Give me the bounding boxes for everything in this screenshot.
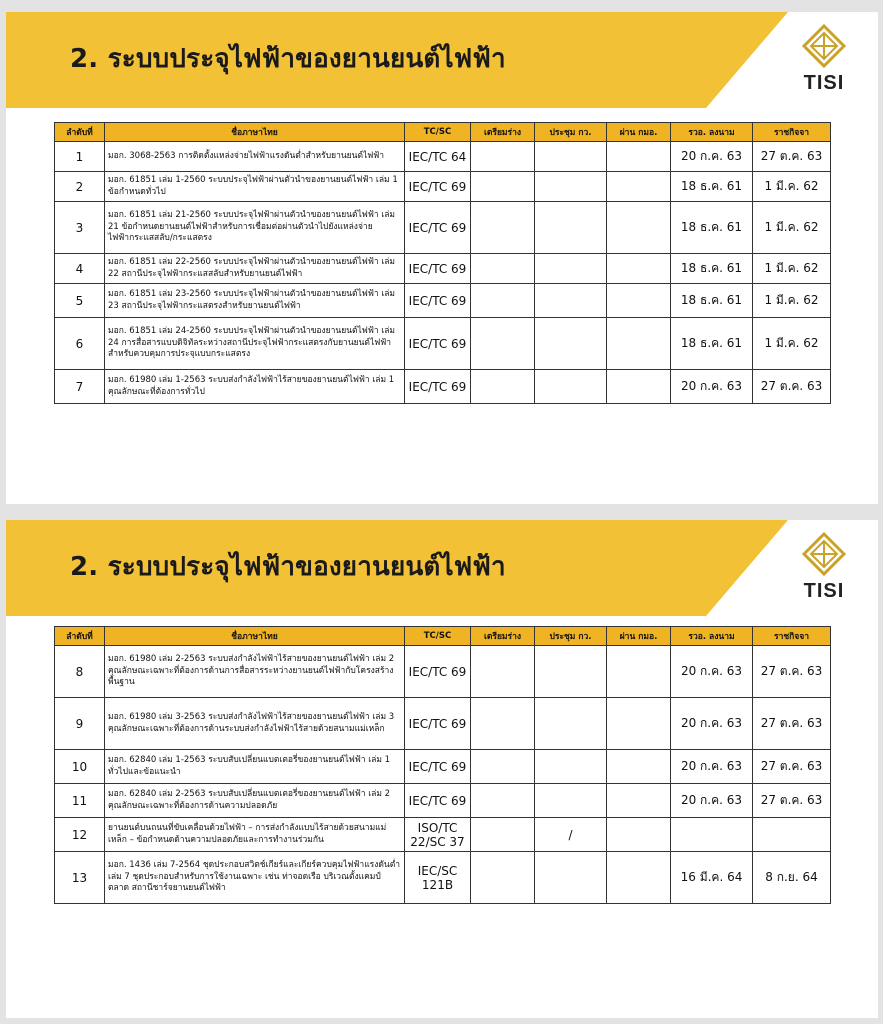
- cell-name: มอก. 3068-2563 การติดตั้งแหล่งจ่ายไฟฟ้าแรงดันต่ำสำหรับยานยนต์ไฟฟ้า: [105, 142, 405, 172]
- tisi-emblem-icon: [794, 24, 854, 70]
- cell-pass: [607, 646, 671, 698]
- cell-name: มอก. 61851 เล่ม 1-2560 ระบบประจุไฟฟ้าผ่านตัวนำของยานยนต์ไฟฟ้า เล่ม 1 ข้อกำหนดทั่วไป: [105, 172, 405, 202]
- cell-name: มอก. 62840 เล่ม 1-2563 ระบบสับเปลี่ยนแบตเตอรี่ของยานยนต์ไฟฟ้า เล่ม 1 ทั่วไปและข้อแนะนำ: [105, 750, 405, 784]
- cell-no: 12: [55, 818, 105, 852]
- table-row: [55, 202, 831, 254]
- standards-table: [54, 626, 831, 904]
- page-title: 2. ระบบประจุไฟฟ้าของยานยนต์ไฟฟ้า: [70, 44, 506, 74]
- cell-pass: [607, 370, 671, 404]
- table-row: [55, 698, 831, 750]
- cell-tc: IEC/TC 69: [405, 646, 471, 698]
- cell-prep: [471, 172, 535, 202]
- cell-sign: 18 ธ.ค. 61: [671, 318, 753, 370]
- cell-tc: IEC/TC 69: [405, 750, 471, 784]
- cell-gazette: 27 ต.ค. 63: [753, 646, 831, 698]
- tisi-logo-text: TISI: [803, 72, 845, 94]
- table-row: [55, 284, 831, 318]
- cell-meeting: [535, 646, 607, 698]
- cell-tc: IEC/TC 69: [405, 318, 471, 370]
- cell-sign: 20 ก.ค. 63: [671, 646, 753, 698]
- cell-name: มอก. 62840 เล่ม 2-2563 ระบบสับเปลี่ยนแบตเตอรี่ของยานยนต์ไฟฟ้า เล่ม 2 คุณลักษณะเฉพาะที่ต้องการด้านความปลอดภัย: [105, 784, 405, 818]
- cell-tc: IEC/TC 69: [405, 370, 471, 404]
- col-header-no: ลำดับที่: [55, 627, 105, 646]
- col-header-gazette: ราชกิจจา: [753, 123, 831, 142]
- cell-pass: [607, 750, 671, 784]
- col-header-sign: รวอ. ลงนาม: [671, 123, 753, 142]
- cell-gazette: 1 มี.ค. 62: [753, 254, 831, 284]
- cell-no: 3: [55, 202, 105, 254]
- table-header-row: [55, 123, 831, 142]
- cell-meeting: /: [535, 818, 607, 852]
- cell-gazette: 1 มี.ค. 62: [753, 318, 831, 370]
- table-row: [55, 142, 831, 172]
- cell-prep: [471, 818, 535, 852]
- cell-tc: IEC/TC 69: [405, 172, 471, 202]
- cell-gazette: [753, 818, 831, 852]
- cell-name: มอก. 61980 เล่ม 3-2563 ระบบส่งกำลังไฟฟ้าไร้สายของยานยนต์ไฟฟ้า เล่ม 3 คุณลักษณะเฉพาะที่ต้องการด้านระบบส่งกำลังไฟฟ้าไร้สายด้วยสนามแม่เหล็ก: [105, 698, 405, 750]
- cell-pass: [607, 784, 671, 818]
- col-header-no: ลำดับที่: [55, 123, 105, 142]
- cell-sign: 20 ก.ค. 63: [671, 784, 753, 818]
- cell-pass: [607, 202, 671, 254]
- tisi-emblem-icon: [794, 532, 854, 578]
- cell-meeting: [535, 698, 607, 750]
- cell-prep: [471, 202, 535, 254]
- cell-no: 10: [55, 750, 105, 784]
- cell-gazette: 1 มี.ค. 62: [753, 172, 831, 202]
- cell-name: มอก. 61851 เล่ม 23-2560 ระบบประจุไฟฟ้าผ่านตัวนำของยานยนต์ไฟฟ้า เล่ม 23 สถานีประจุไฟฟ้ากระแสตรงสำหรับยานยนต์ไฟฟ้า: [105, 284, 405, 318]
- cell-no: 13: [55, 852, 105, 904]
- cell-name: มอก. 61980 เล่ม 2-2563 ระบบส่งกำลังไฟฟ้าไร้สายของยานยนต์ไฟฟ้า เล่ม 2 คุณลักษณะเฉพาะที่ต้องการด้านการสื่อสารระหว่างยานยนต์ไฟฟ้ากับโครงสร้างพื้นฐาน: [105, 646, 405, 698]
- cell-prep: [471, 318, 535, 370]
- cell-prep: [471, 370, 535, 404]
- table-row: [55, 818, 831, 852]
- cell-tc: IEC/TC 69: [405, 254, 471, 284]
- cell-meeting: [535, 370, 607, 404]
- standards-table: [54, 122, 831, 404]
- table-row: [55, 852, 831, 904]
- cell-no: 5: [55, 284, 105, 318]
- cell-prep: [471, 784, 535, 818]
- cell-sign: [671, 818, 753, 852]
- cell-name: มอก. 61980 เล่ม 1-2563 ระบบส่งกำลังไฟฟ้าไร้สายของยานยนต์ไฟฟ้า เล่ม 1 คุณลักษณะที่ต้องการทั่วไป: [105, 370, 405, 404]
- col-header-sign: รวอ. ลงนาม: [671, 627, 753, 646]
- cell-sign: 18 ธ.ค. 61: [671, 172, 753, 202]
- cell-pass: [607, 318, 671, 370]
- cell-pass: [607, 698, 671, 750]
- col-header-prep: เตรียมร่าง: [471, 627, 535, 646]
- cell-name: มอก. 61851 เล่ม 22-2560 ระบบประจุไฟฟ้าผ่านตัวนำของยานยนต์ไฟฟ้า เล่ม 22 สถานีประจุไฟฟ้ากระแสสลับสำหรับยานยนต์ไฟฟ้า: [105, 254, 405, 284]
- cell-sign: 20 ก.ค. 63: [671, 750, 753, 784]
- cell-no: 11: [55, 784, 105, 818]
- cell-meeting: [535, 852, 607, 904]
- cell-sign: 18 ธ.ค. 61: [671, 202, 753, 254]
- cell-gazette: 27 ต.ค. 63: [753, 370, 831, 404]
- cell-pass: [607, 172, 671, 202]
- table-row: [55, 370, 831, 404]
- cell-prep: [471, 852, 535, 904]
- cell-prep: [471, 750, 535, 784]
- table-row: [55, 318, 831, 370]
- cell-meeting: [535, 202, 607, 254]
- cell-meeting: [535, 284, 607, 318]
- table-row: [55, 172, 831, 202]
- cell-name: มอก. 61851 เล่ม 21-2560 ระบบประจุไฟฟ้าผ่านตัวนำของยานยนต์ไฟฟ้า เล่ม 21 ข้อกำหนดยานยนต์ไฟฟ้าสำหรับการเชื่อมต่อผ่านตัวนำไปยังแหล่งจ่ายไฟฟ้ากระแสสลับ/กระแสตรง: [105, 202, 405, 254]
- cell-prep: [471, 254, 535, 284]
- title-banner: [6, 12, 878, 108]
- cell-gazette: 8 ก.ย. 64: [753, 852, 831, 904]
- cell-meeting: [535, 318, 607, 370]
- cell-sign: 16 มี.ค. 64: [671, 852, 753, 904]
- cell-no: 8: [55, 646, 105, 698]
- table-header-row: [55, 627, 831, 646]
- page-title: 2. ระบบประจุไฟฟ้าของยานยนต์ไฟฟ้า: [70, 552, 506, 582]
- cell-prep: [471, 646, 535, 698]
- col-header-name: ชื่อภาษาไทย: [105, 123, 405, 142]
- cell-pass: [607, 284, 671, 318]
- cell-pass: [607, 852, 671, 904]
- col-header-meeting: ประชุม กว.: [535, 123, 607, 142]
- cell-gazette: 1 มี.ค. 62: [753, 284, 831, 318]
- slide-1: [6, 12, 878, 504]
- cell-meeting: [535, 784, 607, 818]
- col-header-gazette: ราชกิจจา: [753, 627, 831, 646]
- cell-tc: IEC/TC 69: [405, 284, 471, 318]
- cell-gazette: 27 ต.ค. 63: [753, 142, 831, 172]
- cell-meeting: [535, 750, 607, 784]
- cell-tc: ISO/TC 22/SC 37: [405, 818, 471, 852]
- cell-gazette: 1 มี.ค. 62: [753, 202, 831, 254]
- cell-tc: IEC/TC 64: [405, 142, 471, 172]
- cell-sign: 20 ก.ค. 63: [671, 370, 753, 404]
- col-header-pass: ผ่าน กมอ.: [607, 627, 671, 646]
- table-row: [55, 784, 831, 818]
- cell-no: 1: [55, 142, 105, 172]
- tisi-logo: [794, 532, 854, 606]
- cell-tc: IEC/TC 69: [405, 784, 471, 818]
- col-header-prep: เตรียมร่าง: [471, 123, 535, 142]
- cell-no: 9: [55, 698, 105, 750]
- cell-name: มอก. 61851 เล่ม 24-2560 ระบบประจุไฟฟ้าผ่านตัวนำของยานยนต์ไฟฟ้า เล่ม 24 การสื่อสารแบบดิจิทัลระหว่างสถานีประจุไฟฟ้ากระแสตรงกับยานยนต์ไฟฟ้า สำหรับควบคุมการประจุแบบกระแสตรง: [105, 318, 405, 370]
- cell-meeting: [535, 142, 607, 172]
- cell-gazette: 27 ต.ค. 63: [753, 750, 831, 784]
- tisi-logo-text: TISI: [803, 580, 845, 602]
- cell-prep: [471, 284, 535, 318]
- cell-pass: [607, 254, 671, 284]
- cell-sign: 20 ก.ค. 63: [671, 142, 753, 172]
- cell-tc: IEC/TC 69: [405, 698, 471, 750]
- table-row: [55, 750, 831, 784]
- cell-name: ยานยนต์บนถนนที่ขับเคลื่อนด้วยไฟฟ้า – การส่งกำลังแบบไร้สายด้วยสนามแม่เหล็ก – ข้อกำหนดด้านความปลอดภัยและการทำงานร่วมกัน: [105, 818, 405, 852]
- cell-pass: [607, 818, 671, 852]
- cell-meeting: [535, 254, 607, 284]
- cell-prep: [471, 698, 535, 750]
- col-header-pass: ผ่าน กมอ.: [607, 123, 671, 142]
- cell-sign: 18 ธ.ค. 61: [671, 284, 753, 318]
- table-row: [55, 254, 831, 284]
- cell-pass: [607, 142, 671, 172]
- col-header-meeting: ประชุม กว.: [535, 627, 607, 646]
- slide-2: [6, 520, 878, 1018]
- cell-tc: IEC/SC 121B: [405, 852, 471, 904]
- cell-no: 6: [55, 318, 105, 370]
- title-banner: [6, 520, 878, 616]
- cell-no: 7: [55, 370, 105, 404]
- cell-prep: [471, 142, 535, 172]
- cell-name: มอก. 1436 เล่ม 7-2564 ชุดประกอบสวิตช์เกียร์และเกียร์ควบคุมไฟฟ้าแรงดันต่ำ เล่ม 7 ชุดประกอบสำหรับการใช้งานเฉพาะ เช่น ท่าจอดเรือ บริเวณตั้งแคมป์ ตลาด สถานีชาร์จยานยนต์ไฟฟ้า: [105, 852, 405, 904]
- cell-gazette: 27 ต.ค. 63: [753, 698, 831, 750]
- cell-sign: 20 ก.ค. 63: [671, 698, 753, 750]
- cell-tc: IEC/TC 69: [405, 202, 471, 254]
- tisi-logo: [794, 24, 854, 98]
- table-row: [55, 646, 831, 698]
- col-header-tc: TC/SC: [405, 123, 471, 142]
- cell-gazette: 27 ต.ค. 63: [753, 784, 831, 818]
- cell-meeting: [535, 172, 607, 202]
- cell-no: 2: [55, 172, 105, 202]
- cell-sign: 18 ธ.ค. 61: [671, 254, 753, 284]
- col-header-name: ชื่อภาษาไทย: [105, 627, 405, 646]
- col-header-tc: TC/SC: [405, 627, 471, 646]
- cell-no: 4: [55, 254, 105, 284]
